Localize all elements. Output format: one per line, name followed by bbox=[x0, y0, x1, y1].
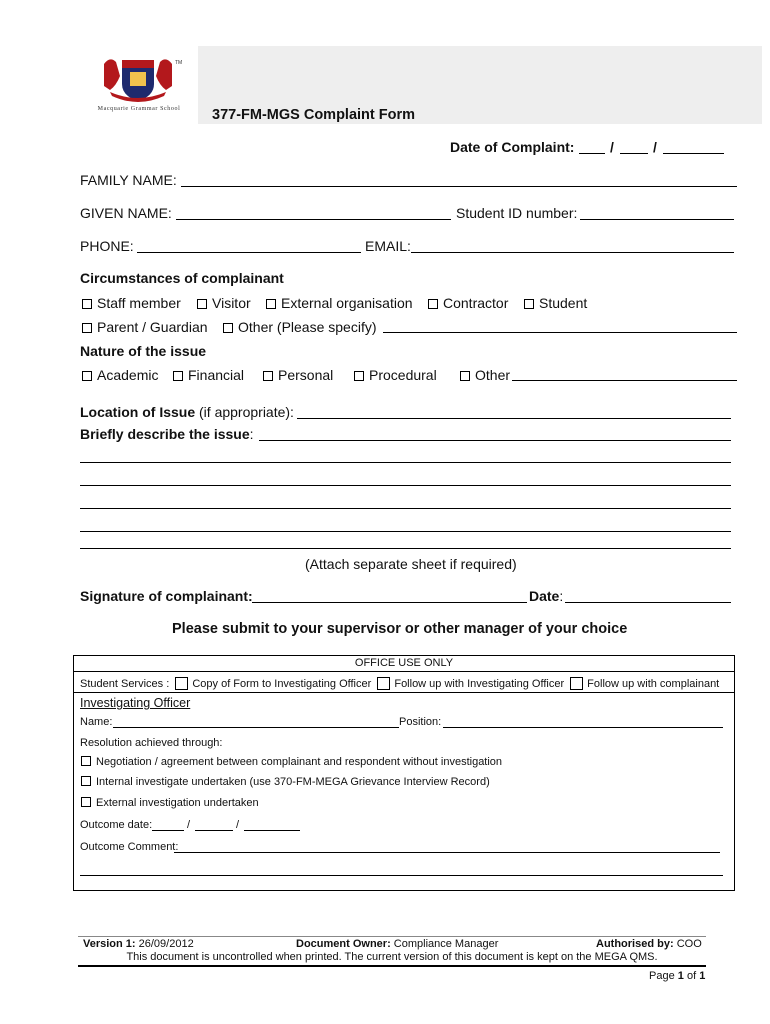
divider bbox=[73, 671, 735, 672]
outcome-year-field[interactable] bbox=[244, 830, 300, 831]
checkbox[interactable] bbox=[82, 299, 92, 309]
submit-note: Please submit to your supervisor or other manager of your choice bbox=[172, 621, 628, 637]
outcome-day-field[interactable] bbox=[152, 830, 184, 831]
describe-line[interactable] bbox=[80, 548, 731, 549]
describe-line[interactable] bbox=[80, 462, 731, 463]
complaint-month-field[interactable] bbox=[620, 153, 648, 154]
option-staff-member[interactable]: Staff member bbox=[82, 295, 181, 311]
officer-name-label: Name: bbox=[80, 716, 113, 728]
page-number: Page 1 of 1 bbox=[649, 970, 706, 982]
option-personal[interactable]: Personal bbox=[263, 367, 333, 383]
resolution-label: Resolution achieved through: bbox=[80, 737, 223, 749]
date-sep: / bbox=[187, 819, 191, 831]
crest-icon bbox=[100, 56, 176, 102]
given-name-label: GIVEN NAME: bbox=[80, 205, 172, 221]
other-specify-field[interactable] bbox=[383, 332, 737, 333]
school-name: Macquarie Grammar School bbox=[97, 106, 181, 112]
checkbox[interactable] bbox=[428, 299, 438, 309]
outcome-comment-field[interactable] bbox=[174, 852, 720, 853]
describe-line[interactable] bbox=[80, 531, 731, 532]
signature-field[interactable] bbox=[252, 602, 527, 603]
email-label: EMAIL: bbox=[365, 238, 411, 254]
nature-other-field[interactable] bbox=[512, 380, 737, 381]
checkbox[interactable] bbox=[223, 323, 233, 333]
option-visitor[interactable]: Visitor bbox=[197, 295, 251, 311]
phone-field[interactable] bbox=[137, 252, 361, 253]
family-name-field[interactable] bbox=[181, 186, 737, 187]
option-academic[interactable]: Academic bbox=[82, 367, 158, 383]
student-id-label: Student ID number: bbox=[456, 205, 578, 221]
version-info: Version 1: 26/09/2012 bbox=[83, 938, 194, 950]
circumstances-heading: Circumstances of complainant bbox=[80, 270, 284, 286]
checkbox[interactable] bbox=[266, 299, 276, 309]
signature-date-label: Date: bbox=[529, 588, 564, 604]
location-label: Location of Issue (if appropriate): bbox=[80, 404, 294, 420]
complaint-year-field[interactable] bbox=[663, 153, 724, 154]
resolution-option-negotiation[interactable]: Negotiation / agreement between complainant and respondent without investigation bbox=[81, 756, 502, 768]
student-id-field[interactable] bbox=[580, 219, 734, 220]
email-field[interactable] bbox=[411, 252, 734, 253]
describe-label: Briefly describe the issue: bbox=[80, 426, 254, 442]
location-field[interactable] bbox=[297, 418, 731, 419]
student-services-row: Student Services : Copy of Form to Investigating Officer Follow up with Investigating Officer Follow up with complainant bbox=[80, 678, 720, 690]
given-name-field[interactable] bbox=[176, 219, 451, 220]
outcome-date-label: Outcome date: bbox=[80, 819, 153, 831]
signature-label: Signature of complainant: bbox=[80, 588, 253, 604]
attach-note: (Attach separate sheet if required) bbox=[305, 556, 517, 572]
checkbox[interactable] bbox=[82, 323, 92, 333]
family-name-label: FAMILY NAME: bbox=[80, 172, 177, 188]
option-financial[interactable]: Financial bbox=[173, 367, 244, 383]
option-procedural[interactable]: Procedural bbox=[354, 367, 437, 383]
option-external-organisation[interactable]: External organisation bbox=[266, 295, 413, 311]
date-sep: / bbox=[653, 139, 657, 155]
school-logo bbox=[80, 46, 198, 124]
checkbox[interactable] bbox=[460, 371, 470, 381]
outcome-comment-field[interactable] bbox=[80, 875, 723, 876]
officer-name-field[interactable] bbox=[113, 727, 399, 728]
nature-heading: Nature of the issue bbox=[80, 343, 207, 359]
resolution-option-external[interactable]: External investigation undertaken bbox=[81, 797, 259, 809]
describe-line[interactable] bbox=[80, 485, 731, 486]
date-sep: / bbox=[610, 139, 614, 155]
date-sep: / bbox=[236, 819, 240, 831]
option-student[interactable]: Student bbox=[524, 295, 587, 311]
date-of-complaint-label: Date of Complaint: bbox=[450, 139, 575, 155]
checkbox[interactable] bbox=[81, 776, 91, 786]
checkbox[interactable] bbox=[81, 797, 91, 807]
officer-position-field[interactable] bbox=[443, 727, 723, 728]
document-owner: Document Owner: Compliance Manager bbox=[296, 938, 499, 950]
checkbox[interactable] bbox=[197, 299, 207, 309]
phone-label: PHONE: bbox=[80, 238, 134, 254]
checkbox[interactable] bbox=[377, 677, 390, 690]
office-use-box bbox=[73, 655, 735, 891]
authorised-by: Authorised by: COO bbox=[596, 938, 702, 950]
checkbox[interactable] bbox=[173, 371, 183, 381]
uncontrolled-disclaimer: This document is uncontrolled when printed. The current version of this document is kept on the MEGA QMS. bbox=[126, 951, 658, 963]
checkbox[interactable] bbox=[82, 371, 92, 381]
option-contractor[interactable]: Contractor bbox=[428, 295, 508, 311]
footer-rule bbox=[78, 936, 706, 937]
checkbox[interactable] bbox=[81, 756, 91, 766]
form-title: 377-FM-MGS Complaint Form bbox=[212, 107, 416, 123]
checkbox[interactable] bbox=[570, 677, 583, 690]
checkbox[interactable] bbox=[354, 371, 364, 381]
divider bbox=[73, 692, 735, 693]
footer-rule bbox=[78, 965, 706, 967]
investigating-officer-heading: Investigating Officer bbox=[80, 696, 191, 710]
outcome-comment-label: Outcome Comment: bbox=[80, 841, 179, 853]
resolution-option-internal[interactable]: Internal investigate undertaken (use 370-FM-MEGA Grievance Interview Record) bbox=[81, 776, 490, 788]
describe-line[interactable] bbox=[80, 508, 731, 509]
checkbox[interactable] bbox=[524, 299, 534, 309]
checkbox[interactable] bbox=[175, 677, 188, 690]
signature-date-field[interactable] bbox=[565, 602, 731, 603]
option-other[interactable]: Other bbox=[460, 367, 510, 383]
outcome-month-field[interactable] bbox=[195, 830, 233, 831]
option-other-specify[interactable]: Other (Please specify) bbox=[223, 319, 377, 335]
officer-position-label: Position: bbox=[399, 716, 442, 728]
checkbox[interactable] bbox=[263, 371, 273, 381]
complaint-day-field[interactable] bbox=[579, 153, 605, 154]
office-use-title: OFFICE USE ONLY bbox=[354, 657, 454, 669]
describe-line[interactable] bbox=[259, 440, 731, 441]
trademark: TM bbox=[175, 60, 183, 66]
option-parent-guardian[interactable]: Parent / Guardian bbox=[82, 319, 208, 335]
